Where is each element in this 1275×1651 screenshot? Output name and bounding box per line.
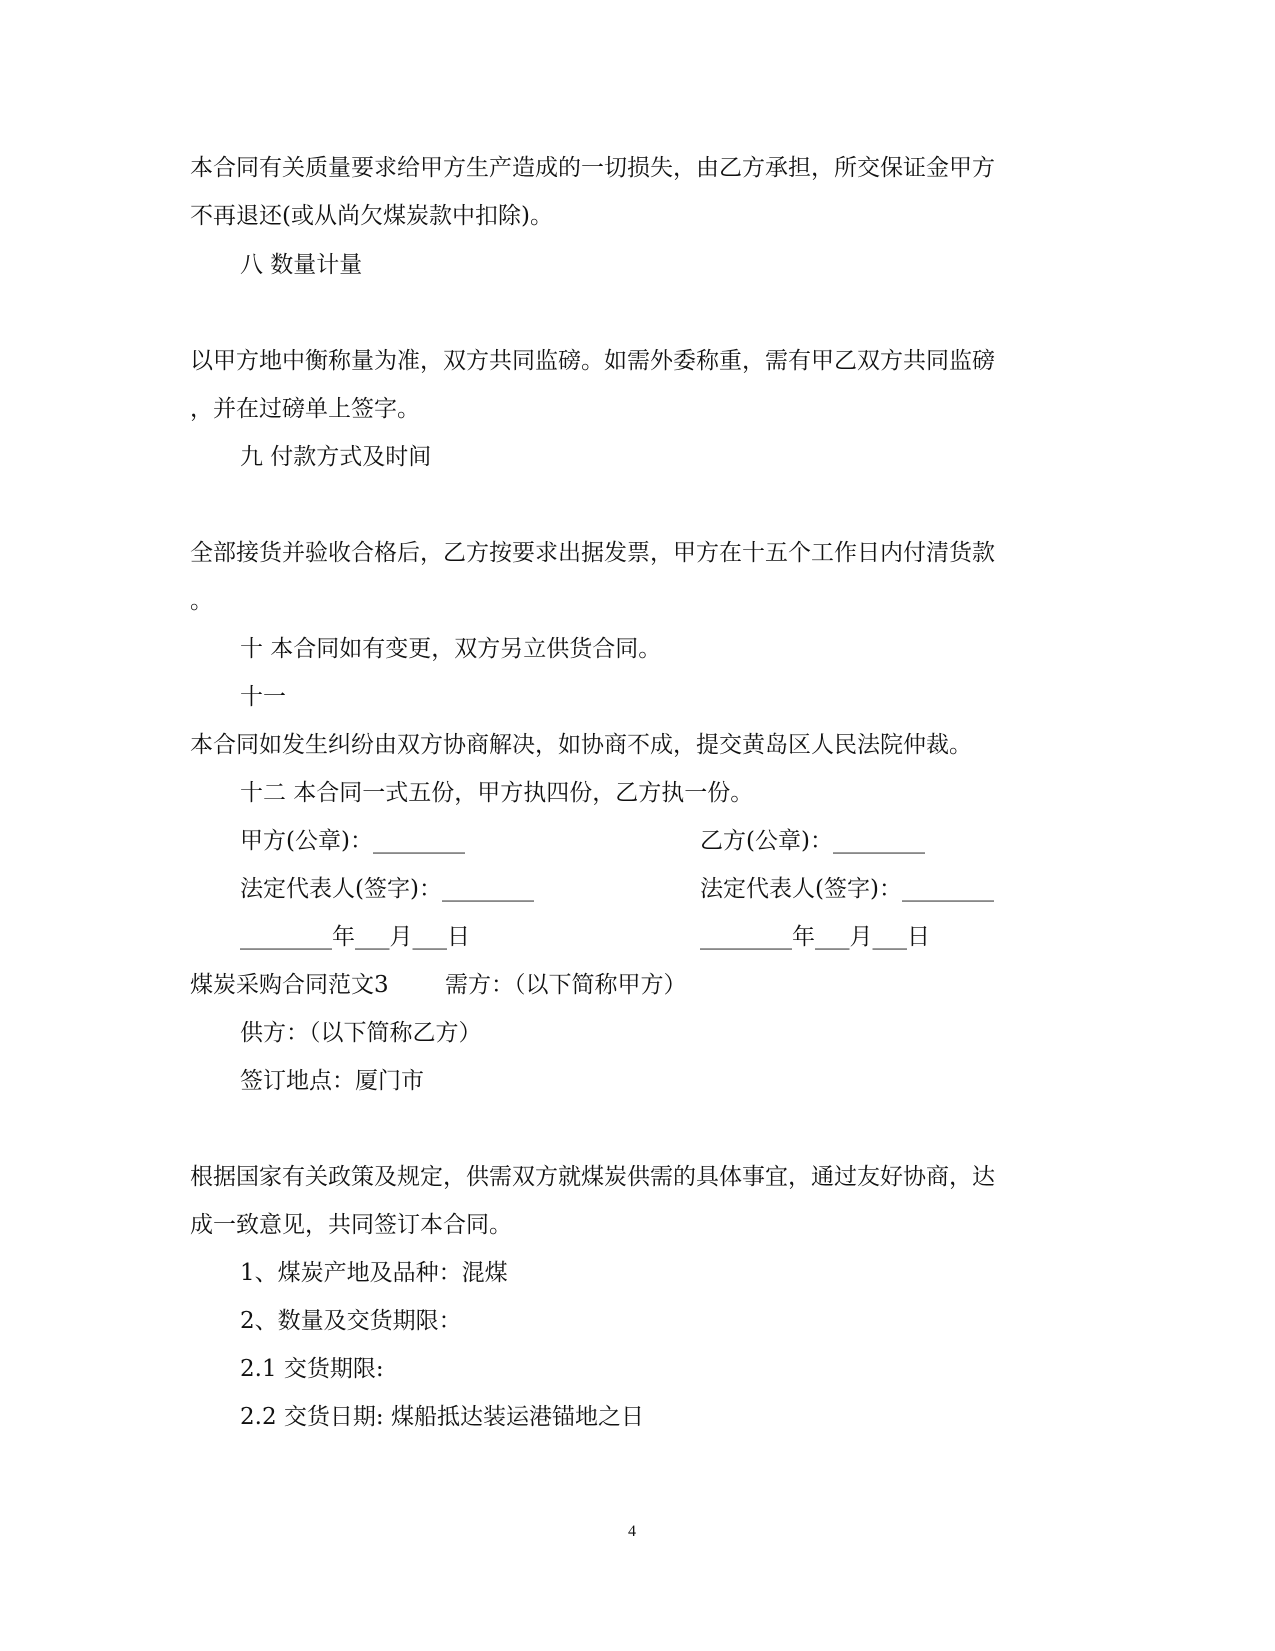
party-b-seal: 乙方(公章)：________	[700, 828, 925, 854]
clause-line: 2.1 交货期限:	[240, 1356, 384, 1382]
party-a-seal: 甲方(公章)：________	[240, 828, 465, 854]
paragraph-line: 成一致意见，共同签订本合同。	[190, 1212, 512, 1238]
clause-line: 1、煤炭产地及品种：混煤	[240, 1260, 508, 1286]
paragraph-line: 。	[190, 588, 213, 614]
section-heading: 九 付款方式及时间	[240, 444, 432, 470]
section-heading: 八 数量计量	[240, 252, 363, 278]
paragraph-line: 本合同有关质量要求给甲方生产造成的一切损失，由乙方承担，所交保证金甲方	[190, 155, 995, 181]
party-b-date: ________年___月___日	[700, 924, 930, 950]
party-b-representative: 法定代表人(签字)：________	[700, 876, 994, 902]
paragraph-line: 以甲方地中衡称量为准，双方共同监磅。如需外委称重，需有甲乙双方共同监磅	[190, 348, 995, 374]
clause-line: 2.2 交货日期: 煤船抵达装运港锚地之日	[240, 1404, 644, 1430]
section-heading: 十 本合同如有变更，双方另立供货合同。	[240, 636, 662, 662]
paragraph-line: 根据国家有关政策及规定，供需双方就煤炭供需的具体事宜，通过友好协商，达	[190, 1164, 995, 1190]
paragraph-line: 全部接货并验收合格后，乙方按要求出据发票，甲方在十五个工作日内付清货款	[190, 540, 995, 566]
paragraph-line: 本合同如发生纠纷由双方协商解决，如协商不成，提交黄岛区人民法院仲裁。	[190, 732, 972, 758]
signing-location: 签订地点：厦门市	[240, 1068, 424, 1094]
clause-line: 2、数量及交货期限：	[240, 1308, 462, 1334]
buyer-line: 需方：（以下简称甲方）	[445, 972, 687, 998]
paragraph-line: ，并在过磅单上签字。	[190, 396, 420, 422]
paragraph-line: 不再退还(或从尚欠煤炭款中扣除)。	[190, 203, 553, 229]
section-heading: 十二 本合同一式五份，甲方执四份，乙方执一份。	[240, 780, 754, 806]
party-a-representative: 法定代表人(签字)：________	[240, 876, 534, 902]
section-heading: 十一	[240, 684, 286, 710]
supplier-line: 供方：（以下简称乙方）	[240, 1020, 482, 1046]
party-a-date: ________年___月___日	[240, 924, 470, 950]
page-number: 4	[628, 1523, 636, 1540]
document-title: 煤炭采购合同范文3	[190, 972, 389, 998]
